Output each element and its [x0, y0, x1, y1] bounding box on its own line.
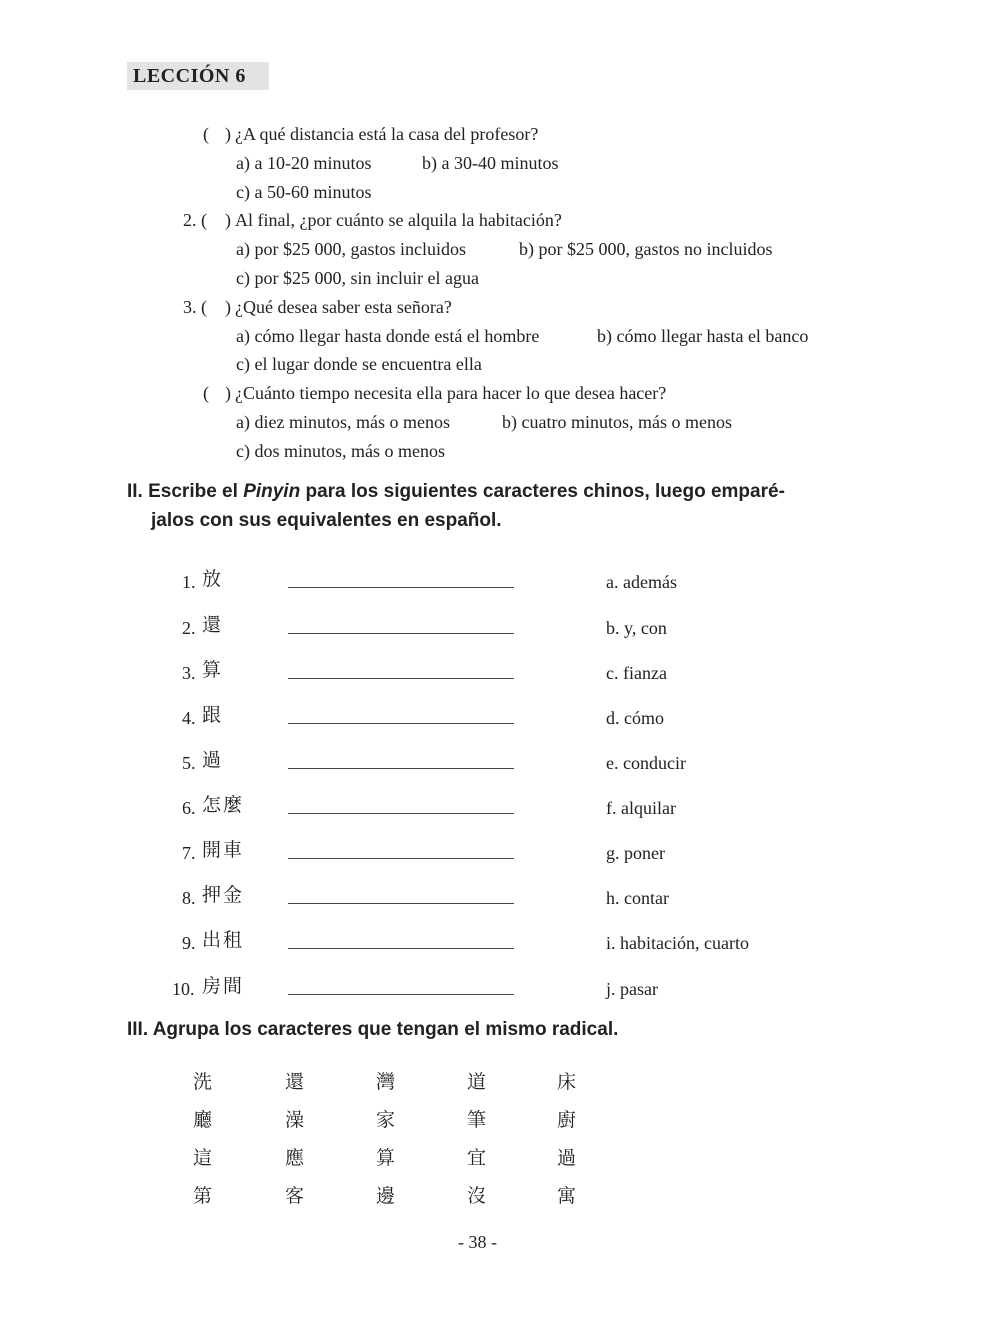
- question-prefix: 2. (: [183, 210, 207, 230]
- grid-character: 家: [376, 1109, 396, 1131]
- item-characters: 開車: [202, 839, 245, 861]
- question-prefix: 3. (: [183, 297, 207, 317]
- item-number: 3.: [182, 663, 196, 683]
- section-3-title: [127, 1016, 618, 1044]
- item-characters: 房間: [202, 975, 245, 997]
- option-b: b) cómo llegar hasta el banco: [597, 326, 809, 346]
- grid-character: 宜: [467, 1147, 487, 1169]
- match-option: g. poner: [606, 843, 665, 863]
- answer-blank[interactable]: [288, 903, 514, 904]
- grid-character: 算: [376, 1147, 396, 1169]
- option-c: c) el lugar donde se encuentra ella: [236, 354, 482, 374]
- title-part: Escribe el: [148, 481, 238, 502]
- match-option: e. conducir: [606, 753, 686, 773]
- match-option: d. cómo: [606, 708, 664, 728]
- question-paren-close: ): [225, 124, 231, 144]
- grid-character: 應: [285, 1147, 305, 1169]
- question-text: Al final, ¿por cuánto se alquila la habitación?: [235, 210, 562, 230]
- match-option: a. además: [606, 572, 677, 592]
- item-number: 7.: [182, 843, 196, 863]
- match-option: b. y, con: [606, 618, 667, 638]
- item-number: 10.: [172, 979, 195, 999]
- grid-character: 寓: [557, 1185, 577, 1207]
- grid-character: 這: [193, 1147, 213, 1169]
- item-number: 9.: [182, 933, 196, 953]
- item-number: 6.: [182, 798, 196, 818]
- item-number: 5.: [182, 753, 196, 773]
- item-characters: 跟: [202, 704, 224, 726]
- section-numeral: III.: [127, 1019, 149, 1040]
- option-a: a) a 10-20 minutos: [236, 153, 372, 173]
- answer-blank[interactable]: [288, 678, 514, 679]
- answer-blank[interactable]: [288, 723, 514, 724]
- option-b: b) por $25 000, gastos no incluidos: [519, 239, 773, 259]
- grid-character: 廚: [557, 1109, 577, 1131]
- section-numeral: II.: [127, 481, 143, 502]
- question-prefix: (: [203, 124, 209, 144]
- title-italic: Pinyin: [243, 481, 301, 502]
- grid-character: 客: [285, 1185, 305, 1207]
- item-characters: 放: [202, 568, 224, 590]
- option-c: c) a 50-60 minutos: [236, 182, 372, 202]
- question-text: ¿A qué distancia está la casa del profesor?: [235, 124, 539, 144]
- option-a: a) diez minutos, más o menos: [236, 412, 450, 432]
- question-text: ¿Cuánto tiempo necesita ella para hacer lo que desea hacer?: [235, 383, 667, 403]
- match-option: h. contar: [606, 888, 669, 908]
- item-number: 1.: [182, 572, 196, 592]
- question-paren-close: ): [225, 297, 231, 317]
- section-2-title: [127, 478, 785, 506]
- match-option: j. pasar: [606, 979, 658, 999]
- item-characters: 還: [202, 614, 224, 636]
- option-a: a) por $25 000, gastos incluidos: [236, 239, 466, 259]
- match-option: i. habitación, cuarto: [606, 933, 749, 953]
- match-option: c. fianza: [606, 663, 667, 683]
- answer-blank[interactable]: [288, 994, 514, 995]
- answer-blank[interactable]: [288, 813, 514, 814]
- grid-character: 澡: [285, 1109, 305, 1131]
- answer-blank[interactable]: [288, 587, 514, 588]
- grid-character: 沒: [467, 1185, 487, 1207]
- question-text: ¿Qué desea saber esta señora?: [235, 297, 452, 317]
- title-part: Agrupa los caracteres que tengan el mismo radical.: [152, 1019, 619, 1040]
- grid-character: 筆: [467, 1109, 487, 1131]
- question-prefix: (: [203, 383, 209, 403]
- grid-character: 廳: [193, 1109, 213, 1131]
- item-characters: 過: [202, 749, 224, 771]
- answer-blank[interactable]: [288, 768, 514, 769]
- answer-blank[interactable]: [288, 858, 514, 859]
- answer-blank[interactable]: [288, 633, 514, 634]
- item-characters: 算: [202, 659, 224, 681]
- answer-blank[interactable]: [288, 948, 514, 949]
- option-c: c) dos minutos, más o menos: [236, 441, 445, 461]
- title-part: para los siguientes caracteres chinos, luego emparé-: [305, 481, 785, 502]
- grid-character: 灣: [376, 1071, 396, 1093]
- page-number: - 38 -: [458, 1232, 497, 1252]
- grid-character: 道: [467, 1071, 487, 1093]
- match-option: f. alquilar: [606, 798, 676, 818]
- item-characters: 押金: [202, 884, 245, 906]
- question-paren-close: ): [225, 383, 231, 403]
- lesson-header: LECCIÓN 6: [127, 62, 269, 90]
- option-b: b) cuatro minutos, más o menos: [502, 412, 732, 432]
- grid-character: 還: [285, 1071, 305, 1093]
- item-characters: 怎麼: [202, 794, 245, 816]
- item-characters: 出租: [202, 929, 245, 951]
- grid-character: 過: [557, 1147, 577, 1169]
- option-a: a) cómo llegar hasta donde está el hombre: [236, 326, 540, 346]
- grid-character: 床: [557, 1071, 577, 1093]
- item-number: 2.: [182, 618, 196, 638]
- grid-character: 洗: [193, 1071, 213, 1093]
- option-c: c) por $25 000, sin incluir el agua: [236, 268, 479, 288]
- item-number: 8.: [182, 888, 196, 908]
- item-number: 4.: [182, 708, 196, 728]
- option-b: b) a 30-40 minutos: [422, 153, 559, 173]
- section-2-title-cont: jalos con sus equivalentes en español.: [151, 510, 502, 531]
- grid-character: 邊: [376, 1185, 396, 1207]
- question-paren-close: ): [225, 210, 231, 230]
- grid-character: 第: [193, 1185, 213, 1207]
